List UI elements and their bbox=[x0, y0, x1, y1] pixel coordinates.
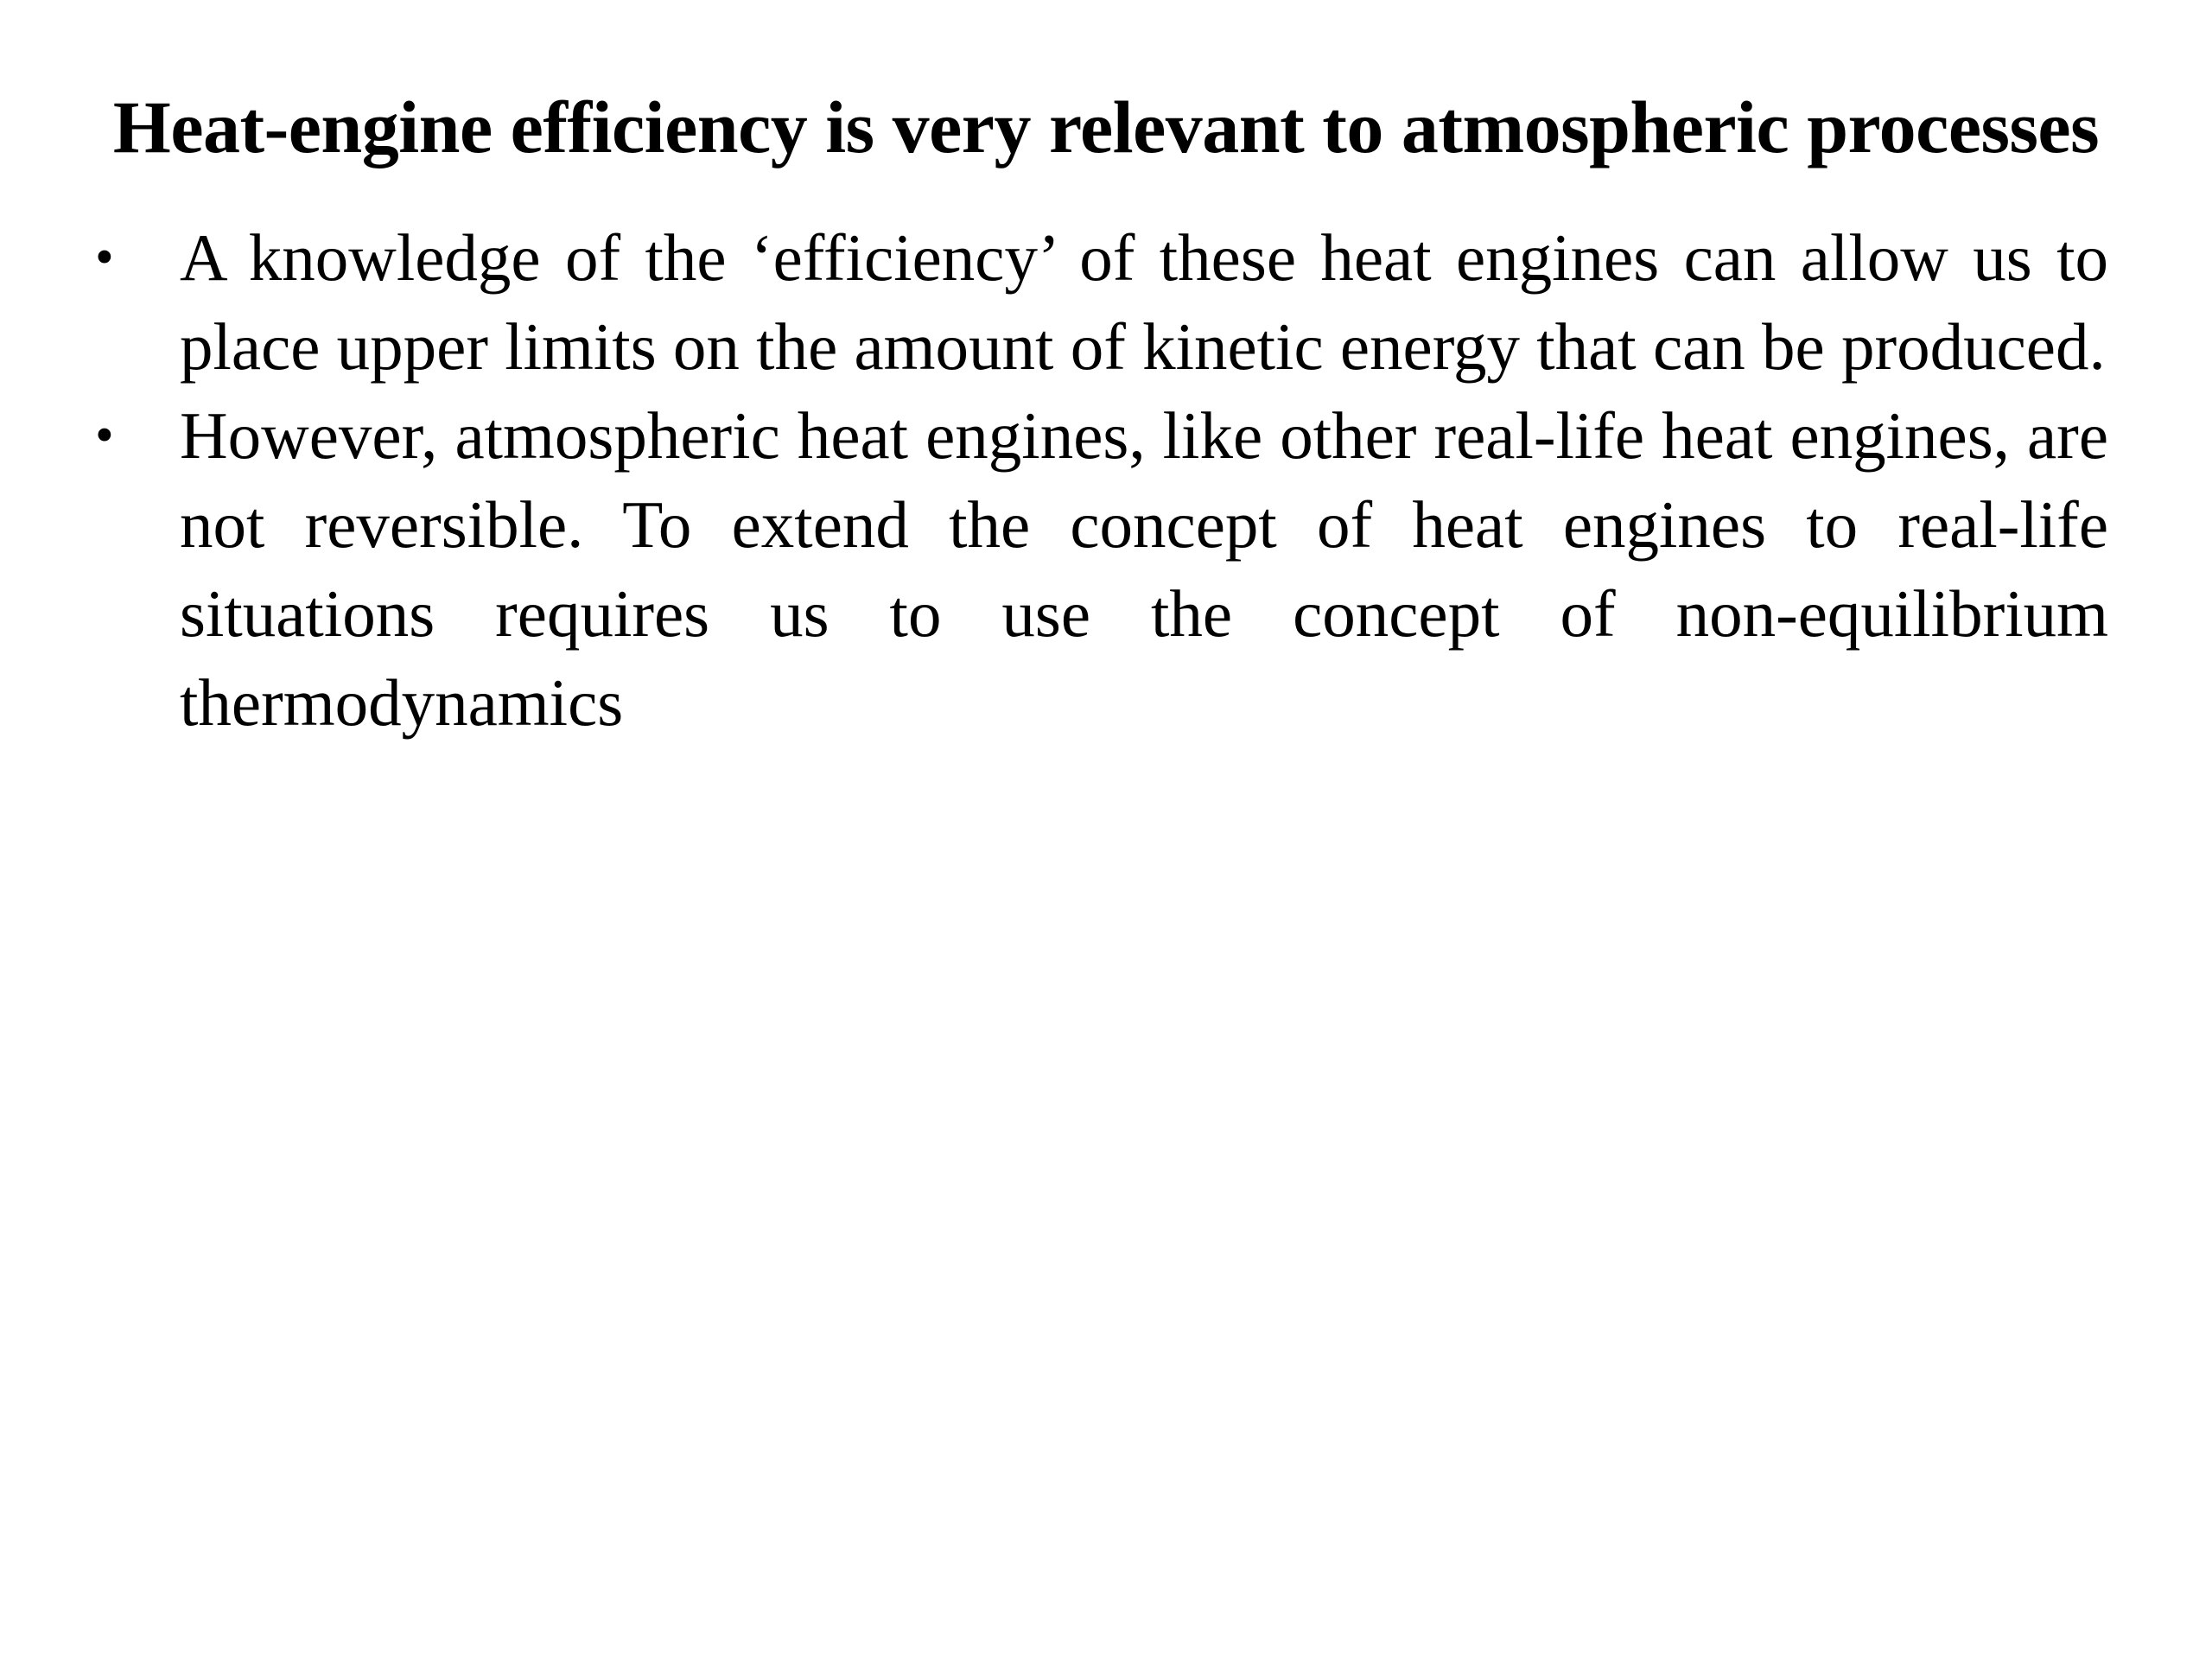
bullet-item-efficiency bbox=[86, 213, 2108, 391]
bullet-item-non-reversible bbox=[86, 391, 2108, 747]
bullet-list bbox=[86, 213, 2108, 747]
bullet-marker: • bbox=[95, 228, 114, 287]
slide-title: Heat-engine efficiency is very relevant to atmospheric processes bbox=[112, 86, 2100, 168]
bullet-text: A knowledge of the ‘efficiency’ of these heat engines can allow us to place upper limits on the amount of kinetic energy that can be produced. bbox=[180, 220, 2108, 384]
bullet-text: However, atmospheric heat engines, like other real-life heat engines, are not reversible. To extend the concept of heat engines to real-life situations requires us to use the concept of non-equilibrium thermodynamics bbox=[180, 398, 2108, 740]
bullet-marker: • bbox=[95, 406, 114, 465]
